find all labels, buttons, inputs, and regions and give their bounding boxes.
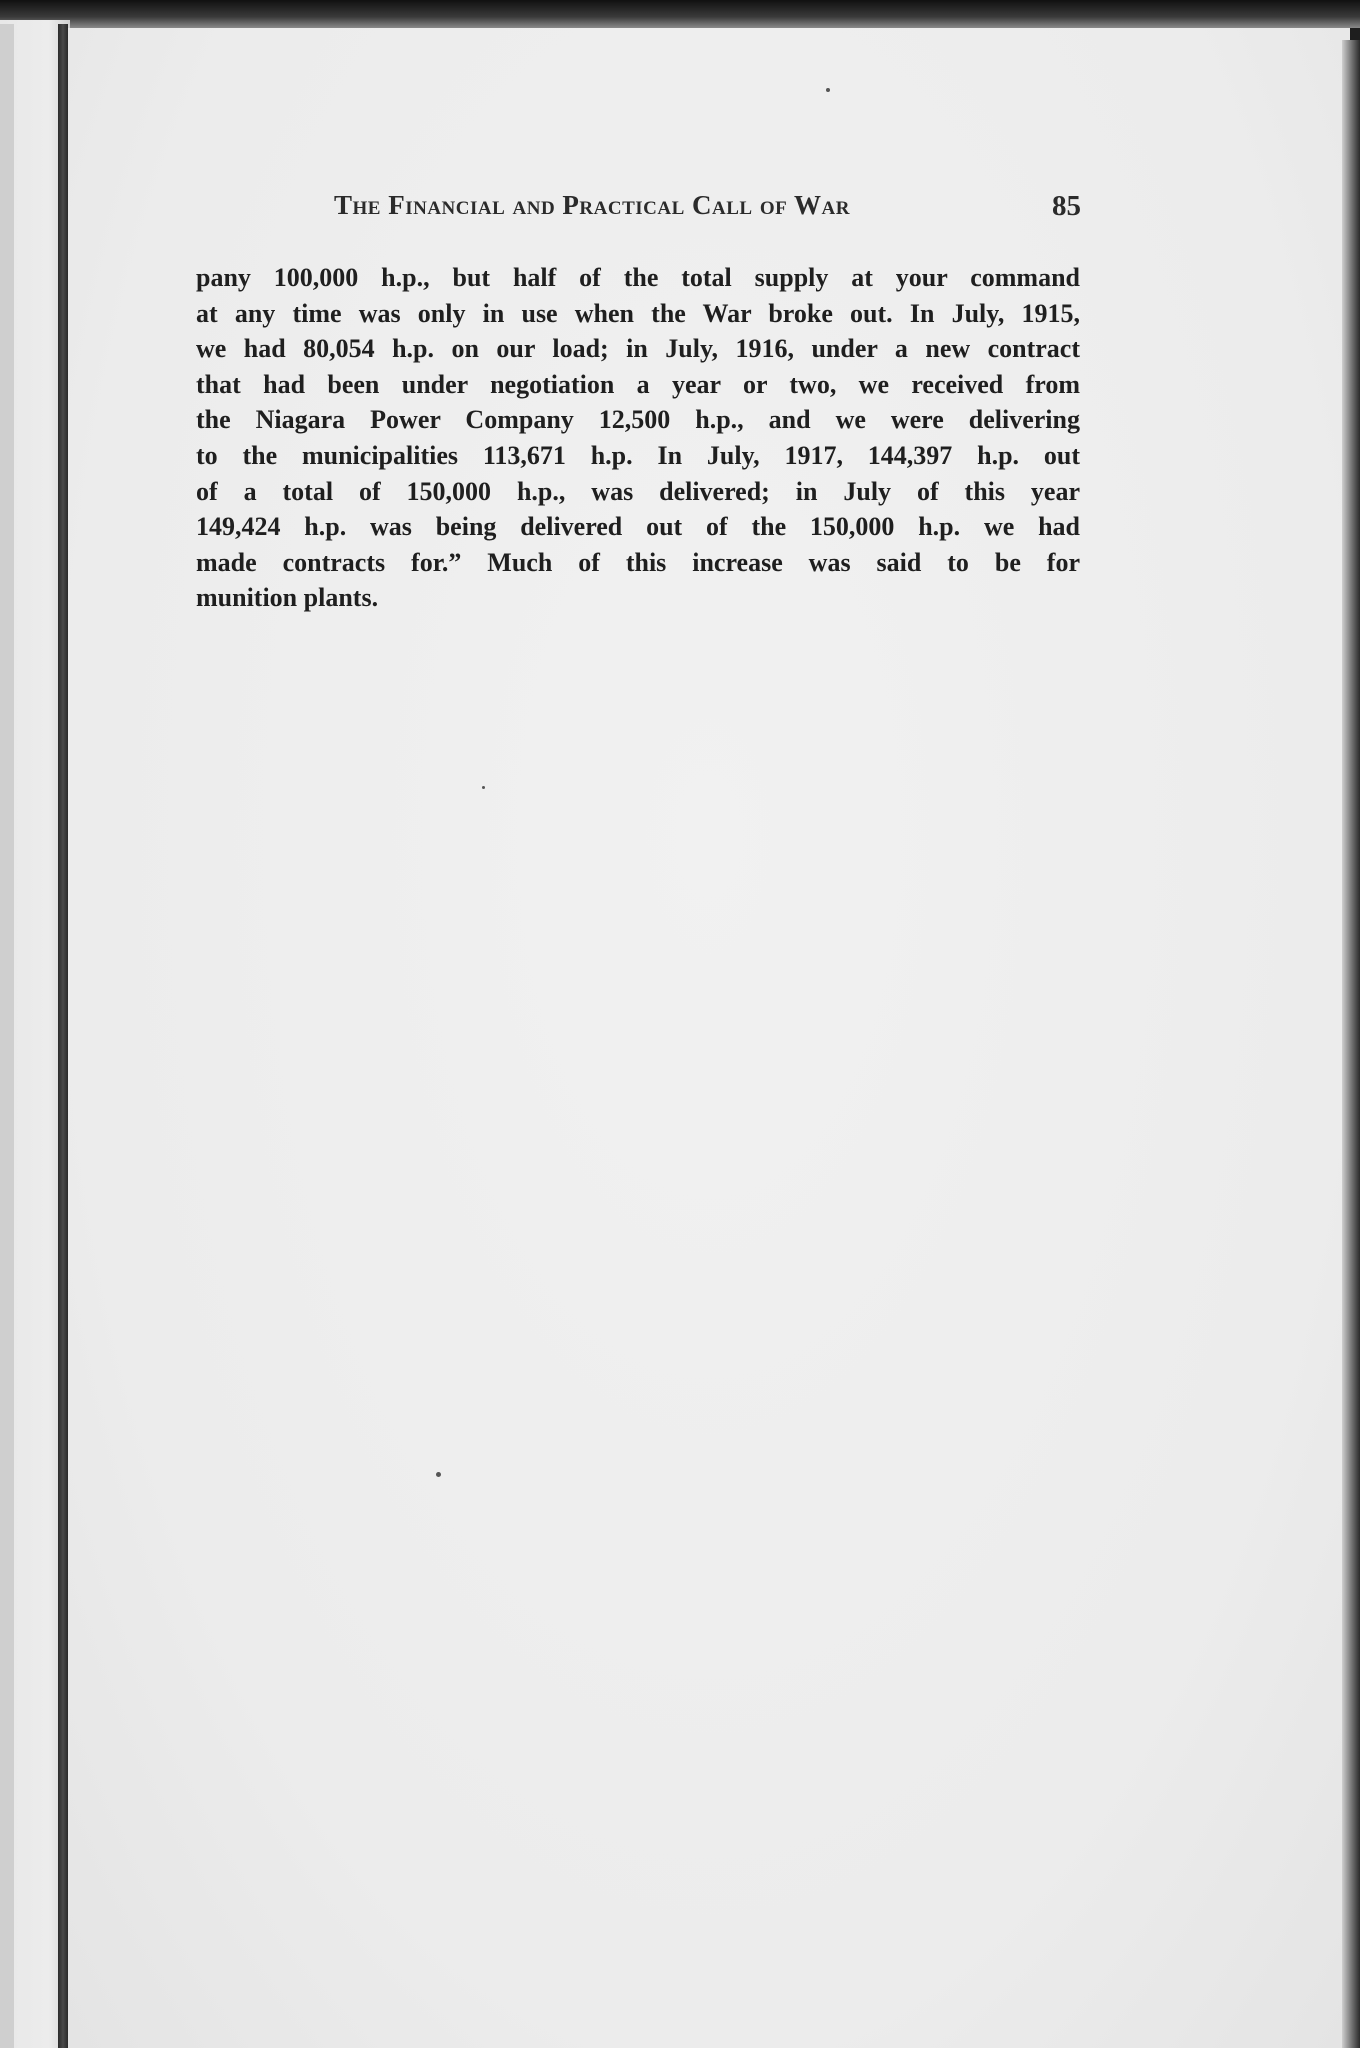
text-line: the Niagara Power Company 12,500 h.p., and we were delivering <box>196 405 1080 435</box>
page-number: 85 <box>1052 190 1081 222</box>
text-line: made contracts for.” Much of this increase was said to be for <box>196 547 1080 577</box>
scan-left-strip <box>0 24 14 2048</box>
text-line: pany 100,000 h.p., but half of the total supply at your command <box>196 263 1080 292</box>
text-line: munition plants. <box>196 583 379 613</box>
text-line: that had been under negotiation a year or two, we received from <box>196 369 1080 399</box>
text-line: of a total of 150,000 h.p., was delivered; in July of this year <box>196 476 1080 506</box>
text-line: to the municipalities 113,671 h.p. In July, 1917, 144,397 h.p. out <box>196 440 1080 470</box>
body-paragraph <box>196 260 1080 616</box>
scan-right-edge <box>1342 40 1360 2048</box>
scan-speck <box>826 88 830 92</box>
scan-speck <box>436 1472 441 1477</box>
book-gutter <box>58 24 68 2048</box>
scan-speck <box>482 786 485 789</box>
scan-top-edge <box>0 0 1360 28</box>
text-line: 149,424 h.p. was being delivered out of the 150,000 h.p. we had <box>196 512 1080 542</box>
text-line: we had 80,054 h.p. on our load; in July, 1916, under a new contract <box>196 334 1080 364</box>
running-head-title: The Financial and Practical Call of War <box>334 190 850 220</box>
text-line: at any time was only in use when the War broke out. In July, 1915, <box>196 298 1080 328</box>
